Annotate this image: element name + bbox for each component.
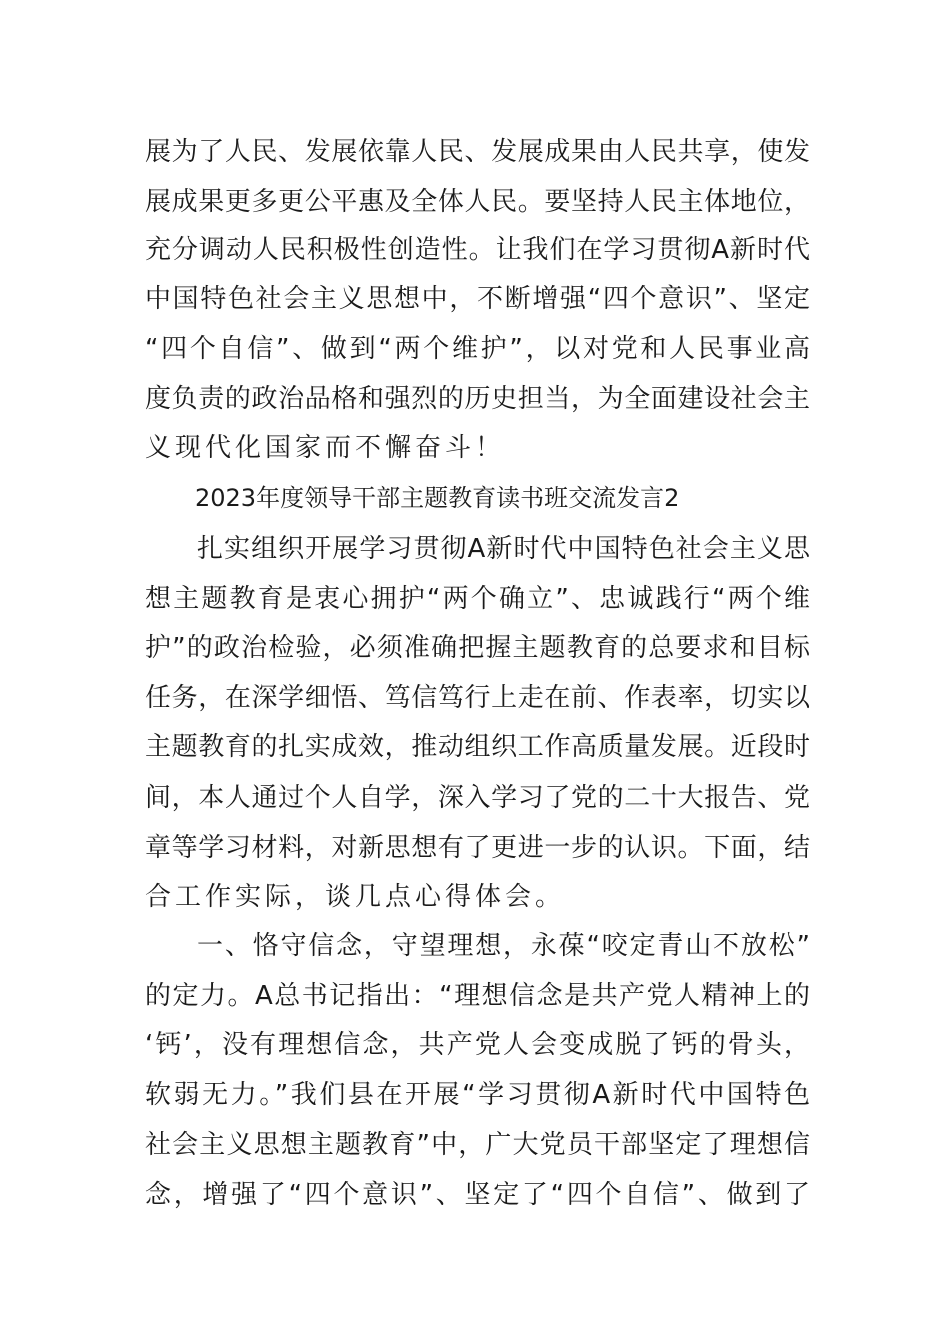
- body-line: 度负责的政治品格和强烈的历史担当，为全面建设社会主: [145, 384, 810, 414]
- body-line: 展为了人民、发展依靠人民、发展成果由人民共享，使发: [145, 137, 810, 167]
- body-line: 章等学习材料，对新思想有了更进一步的认识。下面，结: [145, 833, 810, 863]
- body-line: 软弱无力。”我们县在开展“学习贯彻A新时代中国特色: [145, 1080, 810, 1110]
- body-line: 任务，在深学细悟、笃信笃行上走在前、作表率，切实以: [145, 683, 810, 713]
- body-line: 护”的政治检验，必须准确把握主题教育的总要求和目标: [145, 633, 810, 663]
- body-line-end: 义现代化国家而不懈奋斗！: [145, 433, 506, 463]
- body-line: 社会主义思想主题教育”中，广大党员干部坚定了理想信: [145, 1130, 810, 1160]
- body-line: 想主题教育是衷心拥护“两个确立”、忠诚践行“两个维: [145, 584, 810, 614]
- paragraph-first-line: 一、恪守信念，守望理想，永葆“咬定青山不放松”: [197, 931, 810, 961]
- body-line: 间，本人通过个人自学，深入学习了党的二十大报告、党: [145, 783, 810, 813]
- body-line-end: 合工作实际，谈几点心得体会。: [145, 882, 566, 912]
- body-line: 的定力。A总书记指出：“理想信念是共产党人精神上的: [145, 981, 810, 1011]
- body-line: 念，增强了“四个意识”、坚定了“四个自信”、做到了: [145, 1180, 810, 1210]
- section-heading: 2023年度领导干部主题教育读书班交流发言2: [195, 484, 680, 512]
- body-line: “四个自信”、做到“两个维护”，以对党和人民事业高: [145, 334, 810, 364]
- body-line: 中国特色社会主义思想中，不断增强“四个意识”、坚定: [145, 284, 810, 314]
- body-line: 主题教育的扎实成效，推动组织工作高质量发展。近段时: [145, 732, 810, 762]
- body-line: 充分调动人民积极性创造性。让我们在学习贯彻A新时代: [145, 235, 810, 265]
- body-line: ‘钙’，没有理想信念，共产党人会变成脱了钙的骨头，: [145, 1030, 810, 1060]
- body-line: 展成果更多更公平惠及全体人民。要坚持人民主体地位，: [145, 187, 810, 217]
- paragraph-first-line: 扎实组织开展学习贯彻A新时代中国特色社会主义思: [197, 534, 810, 564]
